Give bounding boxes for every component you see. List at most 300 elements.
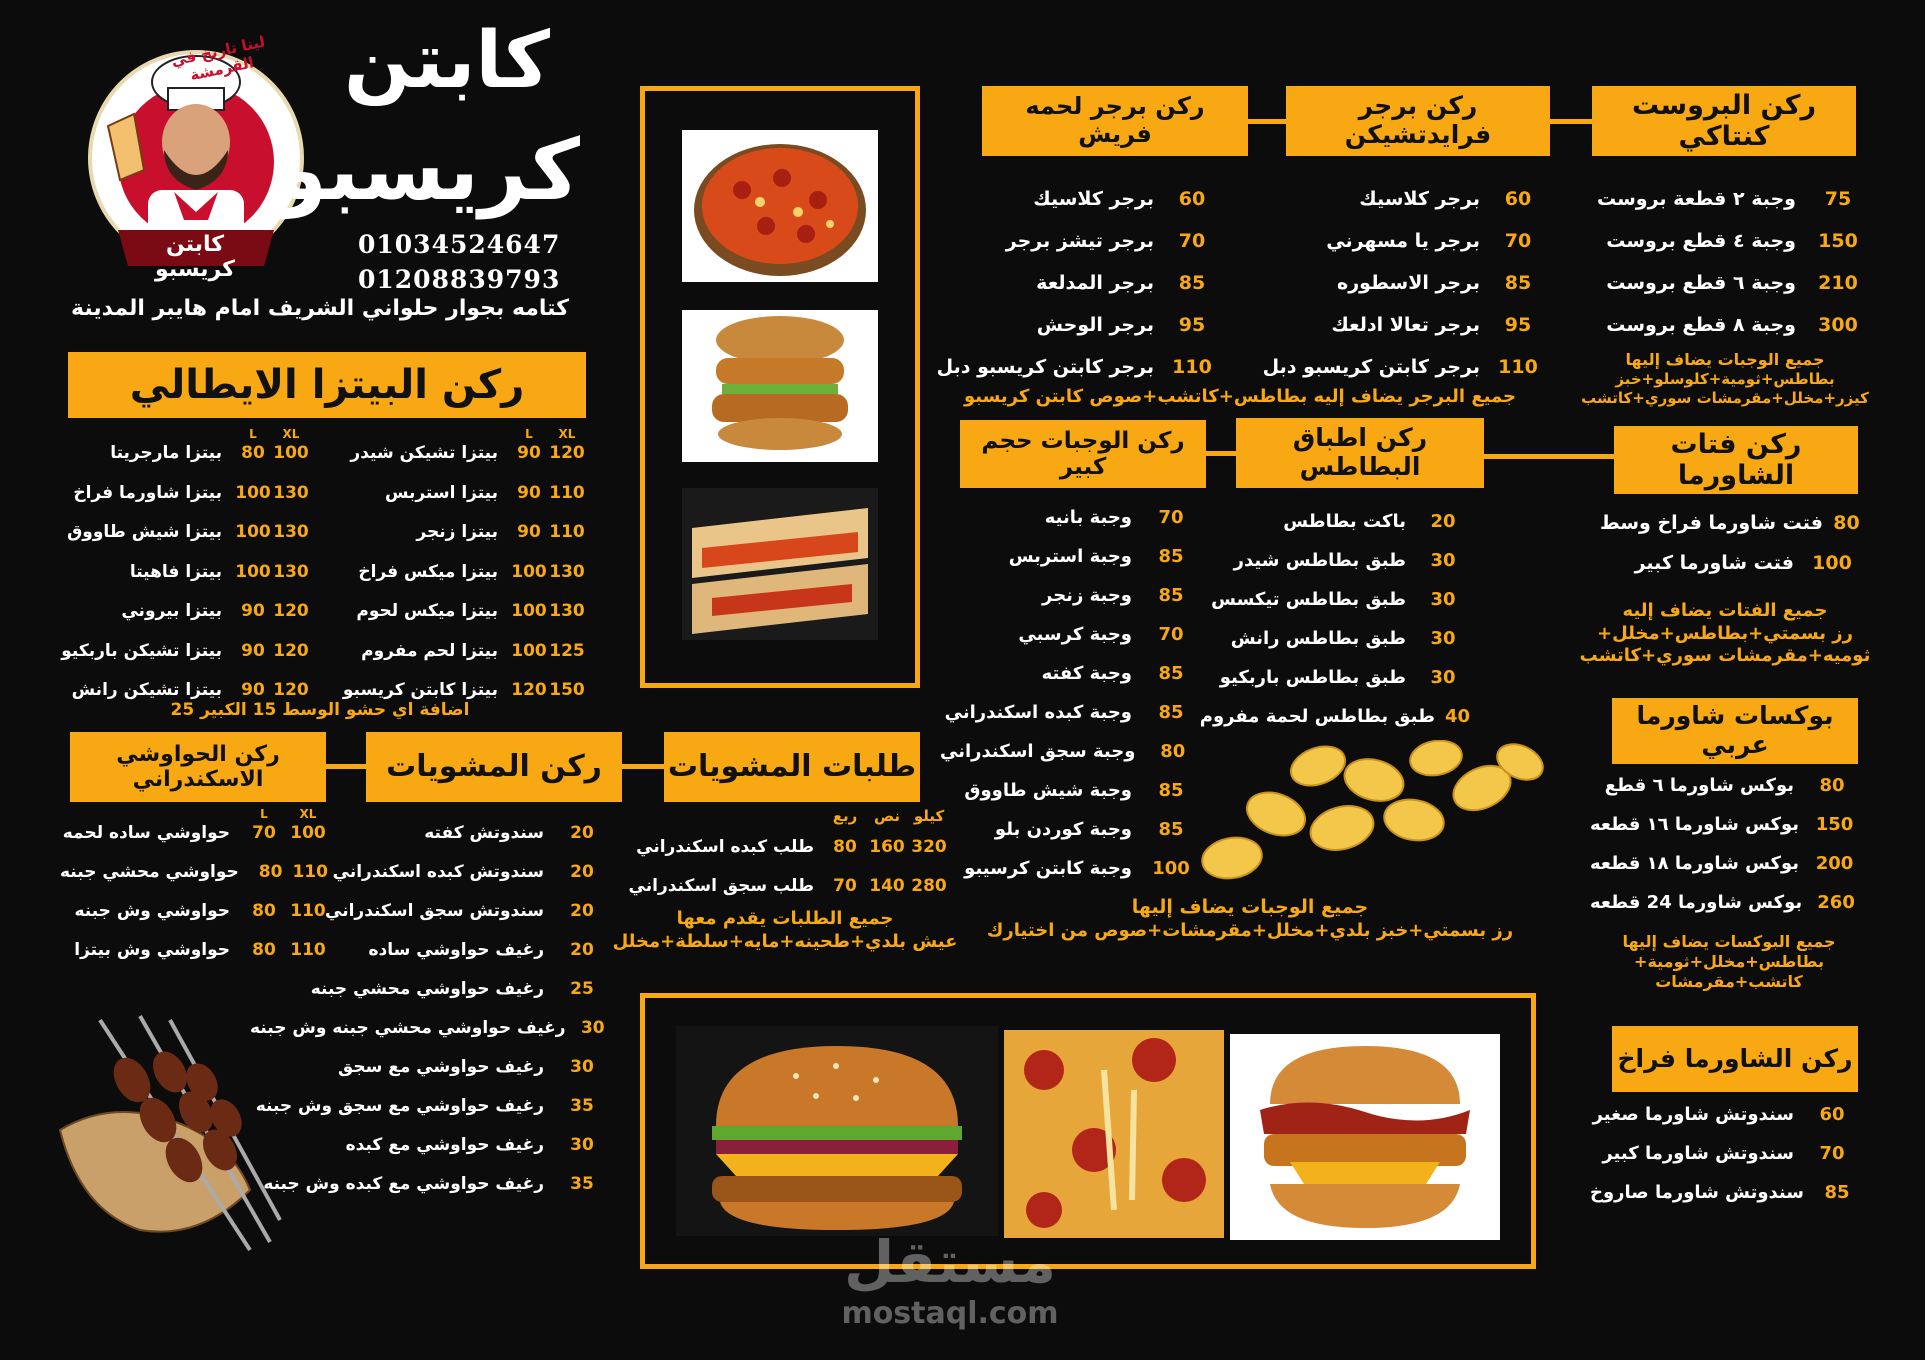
item-name: سندوتش كفته	[424, 823, 544, 843]
item-price: 20	[570, 862, 594, 882]
menu-item-row	[1240, 270, 1546, 296]
menu-item-row	[1240, 354, 1546, 380]
hawawshi-title-line1: ركن الحواوشي	[116, 741, 280, 767]
item-name: وجبة زنجر	[1042, 584, 1132, 606]
item-price-l: 80	[241, 443, 265, 463]
menu-item-row	[60, 859, 330, 885]
brand-name-line1: كابتن	[344, 16, 550, 106]
item-price: 300	[1818, 314, 1858, 336]
item-price-xl: 110	[549, 522, 585, 542]
col-half: نص	[873, 807, 901, 825]
chips-photo	[1196, 740, 1556, 890]
menu-item-row	[48, 519, 310, 545]
item-price-l: 100	[235, 522, 271, 542]
shawarma-box-note	[1594, 932, 1864, 992]
item-name: برجر الوحش	[1036, 314, 1154, 336]
item-name: رغيف حواوشي محشي جبنه وش جبنه	[250, 1018, 566, 1038]
item-price: 85	[1158, 779, 1184, 801]
item-name: وجبة ٦ قطع بروست	[1606, 272, 1796, 294]
item-name: حواوشي وش بيتزا	[74, 940, 230, 960]
size-l-label: L	[260, 807, 268, 821]
price-kilo: 320	[911, 837, 947, 857]
brand-name-line2: كريسبو	[274, 121, 580, 219]
item-price: 85	[1158, 701, 1184, 723]
item-price: 30	[1430, 549, 1456, 571]
item-name: وجبة استربس	[1008, 545, 1132, 567]
beef-burger-header	[982, 86, 1248, 156]
menu-item-row	[250, 1171, 610, 1197]
item-name: وجبة ٢ قطعة بروست	[1596, 188, 1796, 210]
menu-item-row	[1590, 811, 1860, 837]
item-price: 80	[1819, 774, 1845, 796]
fries-header: ركن اطباق البطاطس	[1236, 418, 1484, 488]
hawawshi-title-line2: الاسكندراني	[132, 767, 264, 792]
menu-item-row	[48, 440, 310, 466]
fatta-header: ركن فتات الشاورما	[1614, 426, 1858, 494]
item-price: 35	[570, 1096, 594, 1116]
item-price: 30	[1430, 666, 1456, 688]
item-price: 70	[1158, 623, 1184, 645]
burger-photo	[676, 1026, 998, 1236]
fatta-note-line2: رز بسمتي+بطاطس+مخلل+	[1597, 622, 1853, 644]
item-name: وجبة ٤ قطع بروست	[1606, 230, 1796, 252]
menu-item-row	[60, 820, 330, 846]
logo-ribbon-text: كابتن كريسبو	[155, 232, 235, 282]
item-name: رغيف حواوشي مع سجق	[338, 1057, 544, 1077]
fatta-note-line3: ثوميه+مقرمشات سوري+كاتشب	[1579, 645, 1871, 666]
item-price-l: 80	[252, 901, 276, 921]
item-price-l: 90	[517, 443, 541, 463]
chips-icon	[1196, 740, 1556, 890]
item-price-xl: 120	[273, 680, 309, 700]
shawarma-box-note-line3: كاتشب+مقرمشات	[1655, 972, 1803, 991]
item-price-xl: 100	[273, 443, 309, 463]
broast-note-line3: كيزر+مخلل+مقرمشات سوري+كاتشب	[1581, 388, 1869, 407]
beef-burger-title-line1: ركن برجر لحمه	[1025, 92, 1205, 121]
item-price-l: 100	[511, 561, 547, 582]
menu-item-row	[250, 1015, 610, 1041]
item-price: 60	[1504, 188, 1532, 210]
grill-orders-note-line2: عيش بلدي+طحينه+مايه+سلطة+مخلل	[612, 930, 958, 952]
item-name: طلب كبده اسكندراني	[636, 837, 814, 857]
menu-item-row	[1590, 772, 1860, 798]
menu-item-row	[250, 1132, 610, 1158]
item-name: فتت شاورما كبير	[1634, 552, 1794, 574]
menu-item-row	[330, 480, 586, 506]
item-name: فتت شاورما فراخ وسط	[1600, 512, 1823, 534]
menu-item-row	[1590, 1179, 1860, 1205]
item-price: 200	[1815, 852, 1854, 874]
item-name: سندوتش كبده اسكندراني	[332, 862, 544, 882]
menu-item-row	[330, 519, 586, 545]
item-name: سندوتش سجق اسكندراني	[325, 901, 544, 921]
size-xl-label: XL	[558, 427, 576, 441]
watermark-latin: mostaql.com	[841, 1296, 1059, 1331]
item-price: 75	[1824, 188, 1852, 210]
item-price: 85	[1158, 545, 1184, 567]
item-price: 25	[570, 979, 594, 999]
item-name: وجبة ٨ قطع بروست	[1606, 314, 1796, 336]
item-name: رغيف حواوشي مع كبده وش جبنه	[263, 1174, 544, 1194]
item-name: بيتزا تشيكن باربكيو	[61, 640, 222, 661]
price-half: 140	[869, 876, 905, 896]
shawarma-box-note-line2: بطاطس+مخلل+ثومية+	[1634, 952, 1824, 971]
menu-item-row	[1590, 850, 1860, 876]
item-price-xl: 130	[549, 601, 585, 621]
item-price-xl: 120	[273, 601, 309, 621]
menu-item-row	[60, 937, 330, 963]
item-price-l: 100	[511, 640, 547, 661]
item-name: طلب سجق اسكندراني	[628, 876, 814, 896]
item-price: 85	[1178, 272, 1206, 294]
meals-note-line2: رز بسمتي+خبز بلدي+مخلل+مقرمشات+صوص من اختيارك	[986, 919, 1514, 941]
menu-item-row	[330, 598, 586, 624]
item-price: 110	[1172, 356, 1212, 378]
pizza-photo	[682, 130, 878, 282]
item-name: برجر المدلعة	[1036, 272, 1154, 294]
menu-item-row	[940, 816, 1200, 842]
item-price: 30	[580, 1018, 605, 1038]
item-price-xl: 130	[549, 561, 585, 582]
item-name: حواوشي ساده لحمه	[62, 823, 230, 843]
item-name: وجبة كبده اسكندراني	[944, 701, 1132, 723]
hawawshi-header	[70, 732, 326, 802]
item-price: 85	[1504, 272, 1532, 294]
item-name: بيتزا تشيكن شيدر	[350, 443, 498, 463]
bacon-burger-photo	[1230, 1034, 1500, 1240]
item-price: 60	[1178, 188, 1206, 210]
item-price: 85	[1824, 1181, 1850, 1203]
menu-item-row	[1580, 270, 1870, 296]
item-name: طبق بطاطس شيدر	[1233, 549, 1406, 571]
menu-item-row	[940, 855, 1200, 881]
col-quarter: ربع	[832, 807, 858, 825]
item-name: سندوتش شاورما كبير	[1602, 1142, 1794, 1164]
menu-item-row	[1590, 889, 1860, 915]
item-name: برجر كابتن كريسبو دبل	[1262, 356, 1480, 378]
menu-item-row	[48, 638, 310, 664]
item-name: حواوشي وش جبنه	[74, 901, 230, 921]
item-name: بيتزا كابتن كريسبو	[342, 680, 498, 700]
menu-item-row	[250, 1093, 610, 1119]
grill-orders-header: طلبات المشويات	[664, 732, 920, 802]
connector	[1248, 119, 1286, 124]
item-name: بيتزا لحم مفروم	[361, 640, 498, 661]
menu-item-row	[930, 186, 1220, 212]
pizza-header: ركن البيتزا الايطالي	[68, 352, 586, 418]
menu-item-row	[1200, 586, 1470, 612]
chicken-burger-icon	[682, 310, 878, 462]
item-name: سندوتش شاورما صغير	[1592, 1103, 1794, 1125]
item-price: 20	[570, 901, 594, 921]
item-name: باكت بطاطس	[1283, 510, 1406, 532]
price-quarter: 70	[833, 876, 857, 896]
item-name: بوكس شاورما 24 قطعه	[1590, 891, 1803, 913]
menu-item-row	[1580, 228, 1870, 254]
item-price: 100	[1812, 552, 1852, 574]
item-price: 110	[1498, 356, 1538, 378]
item-price: 40	[1444, 705, 1470, 727]
item-price-l: 80	[252, 940, 276, 960]
item-price-l: 90	[517, 482, 541, 503]
connector	[1484, 454, 1614, 459]
item-price: 95	[1178, 314, 1206, 336]
item-price-l: 90	[241, 601, 265, 621]
menu-item-row	[1200, 508, 1470, 534]
menu-item-row	[1590, 1140, 1860, 1166]
item-price-xl: 130	[273, 561, 309, 582]
menu-item-row	[1200, 547, 1470, 573]
menu-item-row	[1240, 228, 1546, 254]
broast-note-line2: بطاطس+ثومية+كلوسلو+خبز	[1615, 370, 1835, 388]
broast-note	[1560, 350, 1890, 408]
item-name: سندوتش شاورما صاروخ	[1590, 1181, 1804, 1203]
item-price: 100	[1152, 857, 1190, 879]
item-price-xl: 110	[292, 862, 328, 882]
item-name: برجر يا مسهرني	[1326, 230, 1480, 252]
price-half: 160	[869, 837, 905, 857]
fried-burger-header: ركن برجر فرايدتشيكن	[1286, 86, 1550, 156]
price-quarter: 80	[833, 837, 857, 857]
shawarma-box-note-line1: جميع البوكسات يضاف إليها	[1622, 932, 1836, 951]
item-price: 70	[1158, 506, 1184, 528]
menu-item-row	[940, 582, 1200, 608]
menu-item-row	[1200, 664, 1470, 690]
menu-item-row	[930, 312, 1220, 338]
menu-item-row	[250, 976, 610, 1002]
connector	[1550, 119, 1592, 124]
menu-item-row	[1240, 312, 1546, 338]
item-name: وجبة كابتن كرسيبو	[964, 857, 1132, 879]
col-kilo: كيلو	[913, 807, 945, 825]
item-price: 150	[1818, 230, 1858, 252]
beef-burger-title-line2: فريش	[1078, 120, 1152, 148]
grill-orders-note	[610, 908, 960, 953]
item-name: برجر كلاسيك	[1033, 188, 1154, 210]
item-name: بيتزا ميكس فراخ	[358, 561, 498, 582]
item-price: 35	[570, 1174, 594, 1194]
phone-1: 01034524647	[358, 230, 561, 259]
item-name: طبق بطاطس باربكيو	[1219, 666, 1406, 688]
item-price: 30	[570, 1057, 594, 1077]
item-price-xl: 120	[273, 640, 309, 661]
menu-item-row	[1590, 1101, 1860, 1127]
item-price-xl: 110	[290, 901, 326, 921]
item-name: بيتزا زنجر	[416, 522, 498, 542]
grills-header: ركن المشويات	[366, 732, 622, 802]
item-name: وجبة كفته	[1041, 662, 1132, 684]
meals-note	[980, 896, 1520, 942]
item-name: طبق بطاطس تيكسس	[1211, 588, 1406, 610]
item-price: 20	[1430, 510, 1456, 532]
item-name: وجبة سجق اسكندراني	[940, 740, 1136, 762]
phone-2: 01208839793	[358, 265, 561, 294]
menu-item-row	[940, 543, 1200, 569]
watermark-arabic: مستقل	[843, 1228, 1057, 1296]
broast-header: ركن البروست كنتاكي	[1592, 86, 1856, 156]
menu-item-row	[1580, 186, 1870, 212]
pizza-note: اضافة اي حشو الوسط 15 الكبير 25	[170, 700, 470, 720]
cheese-pizza-photo	[1004, 1030, 1224, 1238]
item-price-xl: 130	[273, 482, 309, 503]
size-xl-label: XL	[282, 427, 300, 441]
connector	[326, 764, 366, 769]
item-price: 70	[1178, 230, 1206, 252]
item-price: 70	[1504, 230, 1532, 252]
menu-item-row	[60, 898, 330, 924]
item-name: طبق بطاطس لحمة مفروم	[1199, 705, 1435, 727]
item-price: 80	[1160, 740, 1186, 762]
kebab-icon	[50, 1010, 290, 1270]
item-name: طبق بطاطس رانش	[1230, 627, 1406, 649]
item-name: وجبة كوردن بلو	[994, 818, 1132, 840]
menu-item-row	[930, 354, 1220, 380]
menu-item-row	[620, 834, 950, 860]
burger-icon	[676, 1026, 998, 1236]
item-name: بيتزا شيش طاووق	[67, 522, 222, 542]
item-price-l: 100	[235, 561, 271, 582]
item-price: 20	[570, 940, 594, 960]
item-name: وجبة بانيه	[1044, 506, 1132, 528]
item-name: برجر تعالا ادلعك	[1331, 314, 1480, 336]
size-xl-label: XL	[299, 807, 317, 821]
item-name: بيتزا شاورما فراخ	[73, 482, 222, 503]
item-name: بيتزا ميكس لحوم	[356, 601, 498, 621]
item-name: بيتزا مارجريتا	[110, 443, 222, 463]
pizza-icon	[682, 130, 878, 282]
item-name: بوكس شاورما ١٦ قطعه	[1590, 813, 1800, 835]
wrap-icon	[682, 488, 878, 640]
item-name: حواوشي محشي جبنه	[60, 862, 239, 882]
address: كتامه بجوار حلواني الشريف امام هايبر المدينة	[71, 296, 569, 321]
size-l-label: L	[525, 427, 533, 441]
item-price: 85	[1158, 662, 1184, 684]
menu-item-row	[940, 660, 1200, 686]
item-name: بوكس شاورما ١٨ قطعه	[1590, 852, 1800, 874]
item-price: 85	[1158, 584, 1184, 606]
item-price-l: 90	[241, 640, 265, 661]
item-name: بيتزا استربس	[384, 482, 498, 503]
menu-item-row	[930, 228, 1220, 254]
menu-item-row	[330, 638, 586, 664]
meals-header: ركن الوجبات حجم كبير	[960, 420, 1206, 488]
item-name: برجر الاسطوره	[1336, 272, 1480, 294]
item-name: برجر كلاسيك	[1359, 188, 1480, 210]
shawarma-wrap-photo	[682, 488, 878, 640]
menu-item-row	[1580, 312, 1870, 338]
shawarma-header: ركن الشاورما فراخ	[1612, 1026, 1858, 1092]
item-price: 30	[1430, 588, 1456, 610]
fatta-note	[1560, 600, 1890, 668]
item-price: 95	[1504, 314, 1532, 336]
menu-item-row	[1600, 510, 1860, 536]
item-name: بيتزا فاهيتا	[129, 561, 222, 582]
menu-item-row	[930, 270, 1220, 296]
menu-item-row	[1200, 625, 1470, 651]
item-price-l: 80	[258, 862, 283, 882]
item-price: 85	[1158, 818, 1184, 840]
item-price-l: 70	[252, 823, 276, 843]
menu-item-row	[940, 504, 1200, 530]
menu-item-row	[940, 699, 1200, 725]
item-name: رغيف حواوشي محشي جبنه	[310, 979, 544, 999]
menu-item-row	[330, 559, 586, 585]
grill-orders-note-line1: جميع الطلبات يقدم معها	[676, 908, 894, 929]
item-price-l: 100	[235, 482, 271, 503]
item-price-l: 90	[517, 522, 541, 542]
item-price: 260	[1817, 891, 1855, 913]
item-price-xl: 130	[273, 522, 309, 542]
burger-note: جميع البرجر يضاف إليه بطاطس+كاتشب+صوص كابتن كريسبو	[963, 386, 1517, 407]
price-kilo: 280	[911, 876, 947, 896]
item-price: 60	[1819, 1103, 1845, 1125]
item-price-xl: 120	[549, 443, 585, 463]
menu-item-row	[940, 738, 1200, 764]
item-price-l: 120	[511, 680, 547, 700]
menu-item-row	[1240, 186, 1546, 212]
item-name: بيتزا تشيكن رانش	[71, 680, 222, 700]
meals-note-line1: جميع الوجبات يضاف إليها	[1131, 896, 1369, 918]
menu-item-row	[1600, 550, 1860, 576]
menu-item-row	[940, 621, 1200, 647]
item-price: 80	[1833, 512, 1860, 534]
fatta-note-line1: جميع الفتات يضاف إليه	[1622, 600, 1828, 621]
menu-item-row	[620, 873, 950, 899]
bacon-burger-icon	[1230, 1034, 1500, 1240]
broast-note-line1: جميع الوجبات يضاف إليها	[1625, 350, 1825, 369]
shawarma-box-header: بوكسات شاورما عربي	[1612, 698, 1858, 764]
menu-item-row	[330, 440, 586, 466]
item-name: بوكس شاورما ٦ قطع	[1604, 774, 1794, 796]
item-price-xl: 150	[549, 680, 585, 700]
menu-item-row	[1200, 703, 1470, 729]
item-price-xl: 125	[549, 640, 585, 661]
item-name: بيتزا بيروني	[121, 601, 222, 621]
item-name: برجر تيشز برجر	[1005, 230, 1154, 252]
item-price-l: 90	[241, 680, 265, 700]
item-name: رغيف حواوشي مع كبده	[345, 1135, 544, 1155]
item-price: 30	[570, 1135, 594, 1155]
item-price: 70	[1819, 1142, 1845, 1164]
item-price-l: 100	[511, 601, 547, 621]
connector	[1206, 451, 1236, 456]
kebab-skewers-photo	[50, 1010, 290, 1270]
cheese-pizza-icon	[1004, 1030, 1224, 1238]
item-name: وجبة شيش طاووق	[964, 779, 1132, 801]
size-l-label: L	[249, 427, 257, 441]
item-price-xl: 110	[290, 940, 326, 960]
item-price-xl: 100	[290, 823, 326, 843]
menu-item-row	[48, 480, 310, 506]
item-price: 150	[1815, 813, 1854, 835]
item-price-xl: 110	[549, 482, 585, 503]
logo-ring-text: لينا تاريخ في القرمشة	[169, 32, 267, 85]
item-name: رغيف حواوشي ساده	[368, 940, 544, 960]
item-price: 30	[1430, 627, 1456, 649]
item-name: وجبة كرسبي	[1018, 623, 1132, 645]
connector	[622, 764, 664, 769]
grill-orders-columns-row	[620, 806, 950, 826]
item-name: رغيف حواوشي مع سجق وش جبنه	[255, 1096, 544, 1116]
item-name: برجر كابتن كريسبو دبل	[936, 356, 1154, 378]
menu-item-row	[250, 1054, 610, 1080]
item-price: 210	[1818, 272, 1858, 294]
fried-chicken-burger-photo	[682, 310, 878, 462]
menu-item-row	[48, 598, 310, 624]
menu-item-row	[940, 777, 1200, 803]
menu-item-row	[48, 559, 310, 585]
item-price: 20	[570, 823, 594, 843]
